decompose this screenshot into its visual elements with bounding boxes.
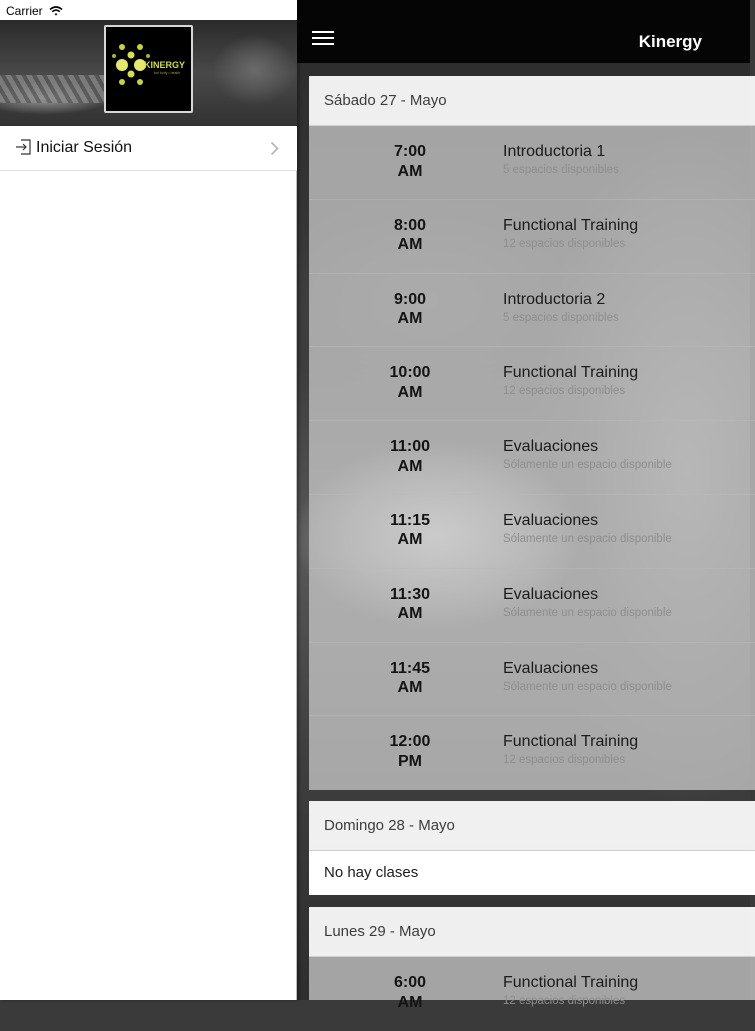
session-time: 8:00 AM <box>393 216 427 254</box>
wifi-icon <box>49 6 63 16</box>
class-name: Functional Training <box>503 216 639 234</box>
svg-text:fun body • health: fun body • health <box>154 71 181 75</box>
schedule-panel <box>297 0 750 1011</box>
status-bar <box>0 0 297 20</box>
chevron-right-icon <box>270 141 279 156</box>
day-card-monday <box>309 907 755 1011</box>
carrier-label: Carrier <box>6 3 43 18</box>
session-row[interactable] <box>309 200 755 274</box>
availability-text: Sólamente un espacio disponible <box>503 606 672 619</box>
session-row[interactable] <box>309 569 755 643</box>
availability-text: 12 espacios disponibles <box>503 995 626 1007</box>
class-name: Functional Training <box>503 364 639 382</box>
day-header: Domingo 28 - Mayo <box>309 801 755 851</box>
session-time: 11:00 AM <box>389 438 431 475</box>
navbar <box>297 0 750 63</box>
day-card-sunday <box>309 801 755 895</box>
session-row[interactable] <box>309 126 755 200</box>
availability-text: 5 espacios disponibles <box>503 311 619 324</box>
class-name: Functional Training <box>503 974 639 991</box>
login-label: Iniciar Sesión <box>36 139 133 156</box>
class-name: Evaluaciones <box>503 511 599 529</box>
availability-text: 12 espacios disponibles <box>503 237 626 250</box>
availability-text: 12 espacios disponibles <box>503 754 626 767</box>
session-time: 7:00 AM <box>393 143 427 180</box>
day-card-saturday <box>309 76 755 790</box>
class-name: Evaluaciones <box>503 659 599 677</box>
session-time: 10:00 AM <box>389 364 431 401</box>
session-row[interactable] <box>309 421 755 495</box>
hamburger-menu-icon[interactable] <box>312 31 334 47</box>
login-menu-item[interactable] <box>0 126 297 171</box>
no-classes-message: No hay clases <box>309 851 755 895</box>
session-time: 9:00 AM <box>393 290 427 328</box>
class-name: Introductoria 1 <box>503 143 606 160</box>
class-name: Evaluaciones <box>503 438 599 456</box>
day-header: Lunes 29 - Mayo <box>309 907 755 957</box>
availability-text: Sólamente un espacio disponible <box>503 532 672 545</box>
class-name: Introductoria 2 <box>503 290 606 308</box>
session-row[interactable] <box>309 274 755 348</box>
availability-text: 5 espacios disponibles <box>503 164 619 176</box>
drawer-header <box>0 20 297 126</box>
app-title: Kinergy <box>638 32 702 51</box>
session-time: 11:15 AM <box>389 511 431 549</box>
side-drawer <box>0 0 297 1000</box>
session-time: 12:00 PM <box>389 733 431 770</box>
session-row[interactable] <box>309 643 755 717</box>
session-row[interactable] <box>309 716 755 790</box>
session-time: 11:30 AM <box>389 585 431 623</box>
session-row[interactable] <box>309 347 755 421</box>
class-name: Functional Training <box>503 733 639 751</box>
svg-text:KINERGY: KINERGY <box>144 60 186 70</box>
availability-text: Sólamente un espacio disponible <box>503 459 672 472</box>
kinergy-logo <box>104 25 193 113</box>
availability-text: Sólamente un espacio disponible <box>503 680 672 693</box>
session-list <box>309 126 755 790</box>
day-header: Sábado 27 - Mayo <box>309 76 755 126</box>
session-list <box>309 957 755 1011</box>
sign-in-icon <box>15 139 32 155</box>
availability-text: 12 espacios disponibles <box>503 385 626 398</box>
session-row[interactable] <box>309 495 755 569</box>
session-row[interactable] <box>309 957 755 1031</box>
session-time: 11:45 AM <box>389 659 431 697</box>
logo-mark-icon <box>110 41 188 97</box>
rope-background-image <box>0 75 120 103</box>
session-time: 6:00 AM <box>393 974 427 1011</box>
class-name: Evaluaciones <box>503 585 599 603</box>
